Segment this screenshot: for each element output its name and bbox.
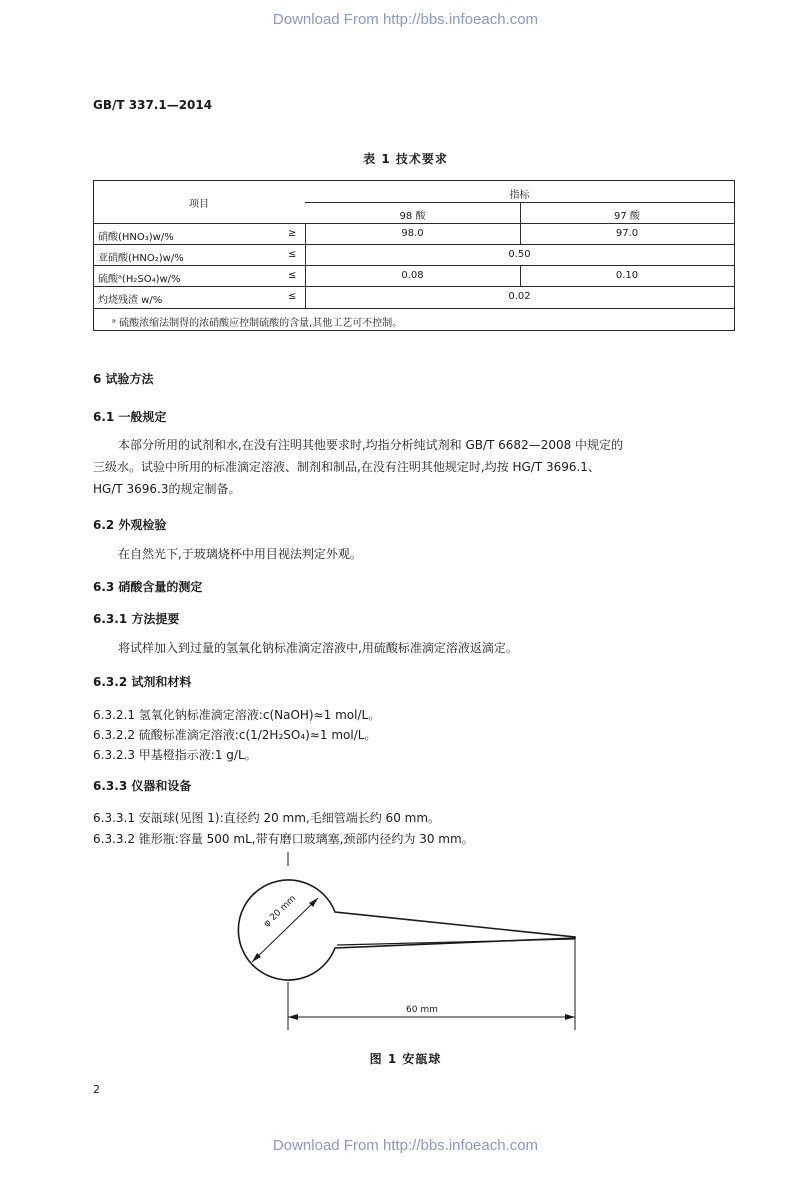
paragraph-6-3-1: 将试样加入到过量的氢氧化钠标准滴定溶液中,用硫酸标准滴定溶液返滴定。 xyxy=(118,641,518,655)
value-97: 97.0 xyxy=(615,228,639,239)
document-code: GB/T 337.1—2014 xyxy=(93,98,213,112)
row-label: 灼烧残渣 w/% xyxy=(98,295,163,306)
watermark-bottom: Download From http://bbs.infoeach.com xyxy=(272,1137,539,1154)
page-number: 2 xyxy=(93,1083,100,1096)
item-6-3-3-1: 6.3.3.1 安瓿球(见图 1):直径约 20 mm,毛细管端长约 60 mm。 xyxy=(93,811,441,825)
item-6-3-2-3: 6.3.2.3 甲基橙指示液:1 g/L。 xyxy=(93,748,257,762)
table-footnote: ᵃ 硫酸浓缩法制得的浓硝酸应控制硫酸的含量,其他工艺可不控制。 xyxy=(112,318,403,329)
item-6-3-3-2: 6.3.3.2 锥形瓶:容量 500 mL,带有磨口玻璃塞,颈部内径约为 30 mm。 xyxy=(93,832,474,846)
item-6-3-2-1: 6.3.2.1 氢氧化钠标准滴定溶液:c(NaOH)≈1 mol/L。 xyxy=(93,708,381,722)
column-header-index: 指标 xyxy=(509,190,530,201)
column-header-97: 97 酸 xyxy=(614,211,640,222)
section-heading-6-3: 6.3 硝酸含量的测定 xyxy=(93,580,203,594)
row-operator: ≥ xyxy=(288,228,297,239)
column-header-98: 98 酸 xyxy=(399,211,426,222)
paragraph-6-2: 在自然光下,于玻璃烧杯中用目视法判定外观。 xyxy=(118,547,362,561)
value-merged: 0.50 xyxy=(508,249,531,260)
paragraph-6-1-line1: 本部分所用的试剂和水,在没有注明其他要求时,均指分析纯试剂和 GB/T 6682—2008 中规定的 xyxy=(118,438,624,452)
row-operator: ≤ xyxy=(288,291,297,302)
section-heading-6-3-3: 6.3.3 仪器和设备 xyxy=(93,779,192,793)
column-header-item: 项目 xyxy=(189,199,209,210)
row-label: 硫酸ᵃ(H₂SO₄)w/% xyxy=(98,274,181,285)
item-6-3-2-2: 6.3.2.2 硫酸标准滴定溶液:c(1/2H₂SO₄)≈1 mol/L。 xyxy=(93,728,377,742)
paragraph-6-1-line2: 三级水。试验中所用的标准滴定溶液、制剂和制品,在没有注明其他规定时,均按 HG/T 3696.1、 xyxy=(93,460,600,474)
row-operator: ≤ xyxy=(288,270,297,281)
diameter-label: φ 20 mm xyxy=(262,893,299,930)
row-label: 亚硝酸(HNO₂)w/% xyxy=(98,253,184,264)
length-label: 60 mm xyxy=(406,1005,438,1015)
value-97: 0.10 xyxy=(615,270,639,281)
value-98: 0.08 xyxy=(401,270,424,281)
section-heading-6-3-1: 6.3.1 方法提要 xyxy=(93,612,180,626)
section-heading-6: 6 试验方法 xyxy=(93,372,154,386)
table-caption: 表 1 技术要求 xyxy=(363,152,448,166)
section-heading-6-2: 6.2 外观检验 xyxy=(93,518,167,532)
section-heading-6-3-2: 6.3.2 试剂和材料 xyxy=(93,675,192,689)
row-label: 硝酸(HNO₃)w/% xyxy=(98,232,174,243)
paragraph-6-1-line3: HG/T 3696.3的规定制备。 xyxy=(93,482,241,496)
value-merged: 0.02 xyxy=(508,291,531,302)
watermark-top: Download From http://bbs.infoeach.com xyxy=(272,11,539,28)
section-heading-6-1: 6.1 一般规定 xyxy=(93,410,167,424)
row-operator: ≤ xyxy=(288,249,297,260)
figure-caption: 图 1 安瓿球 xyxy=(369,1052,442,1066)
value-98: 98.0 xyxy=(401,228,424,239)
